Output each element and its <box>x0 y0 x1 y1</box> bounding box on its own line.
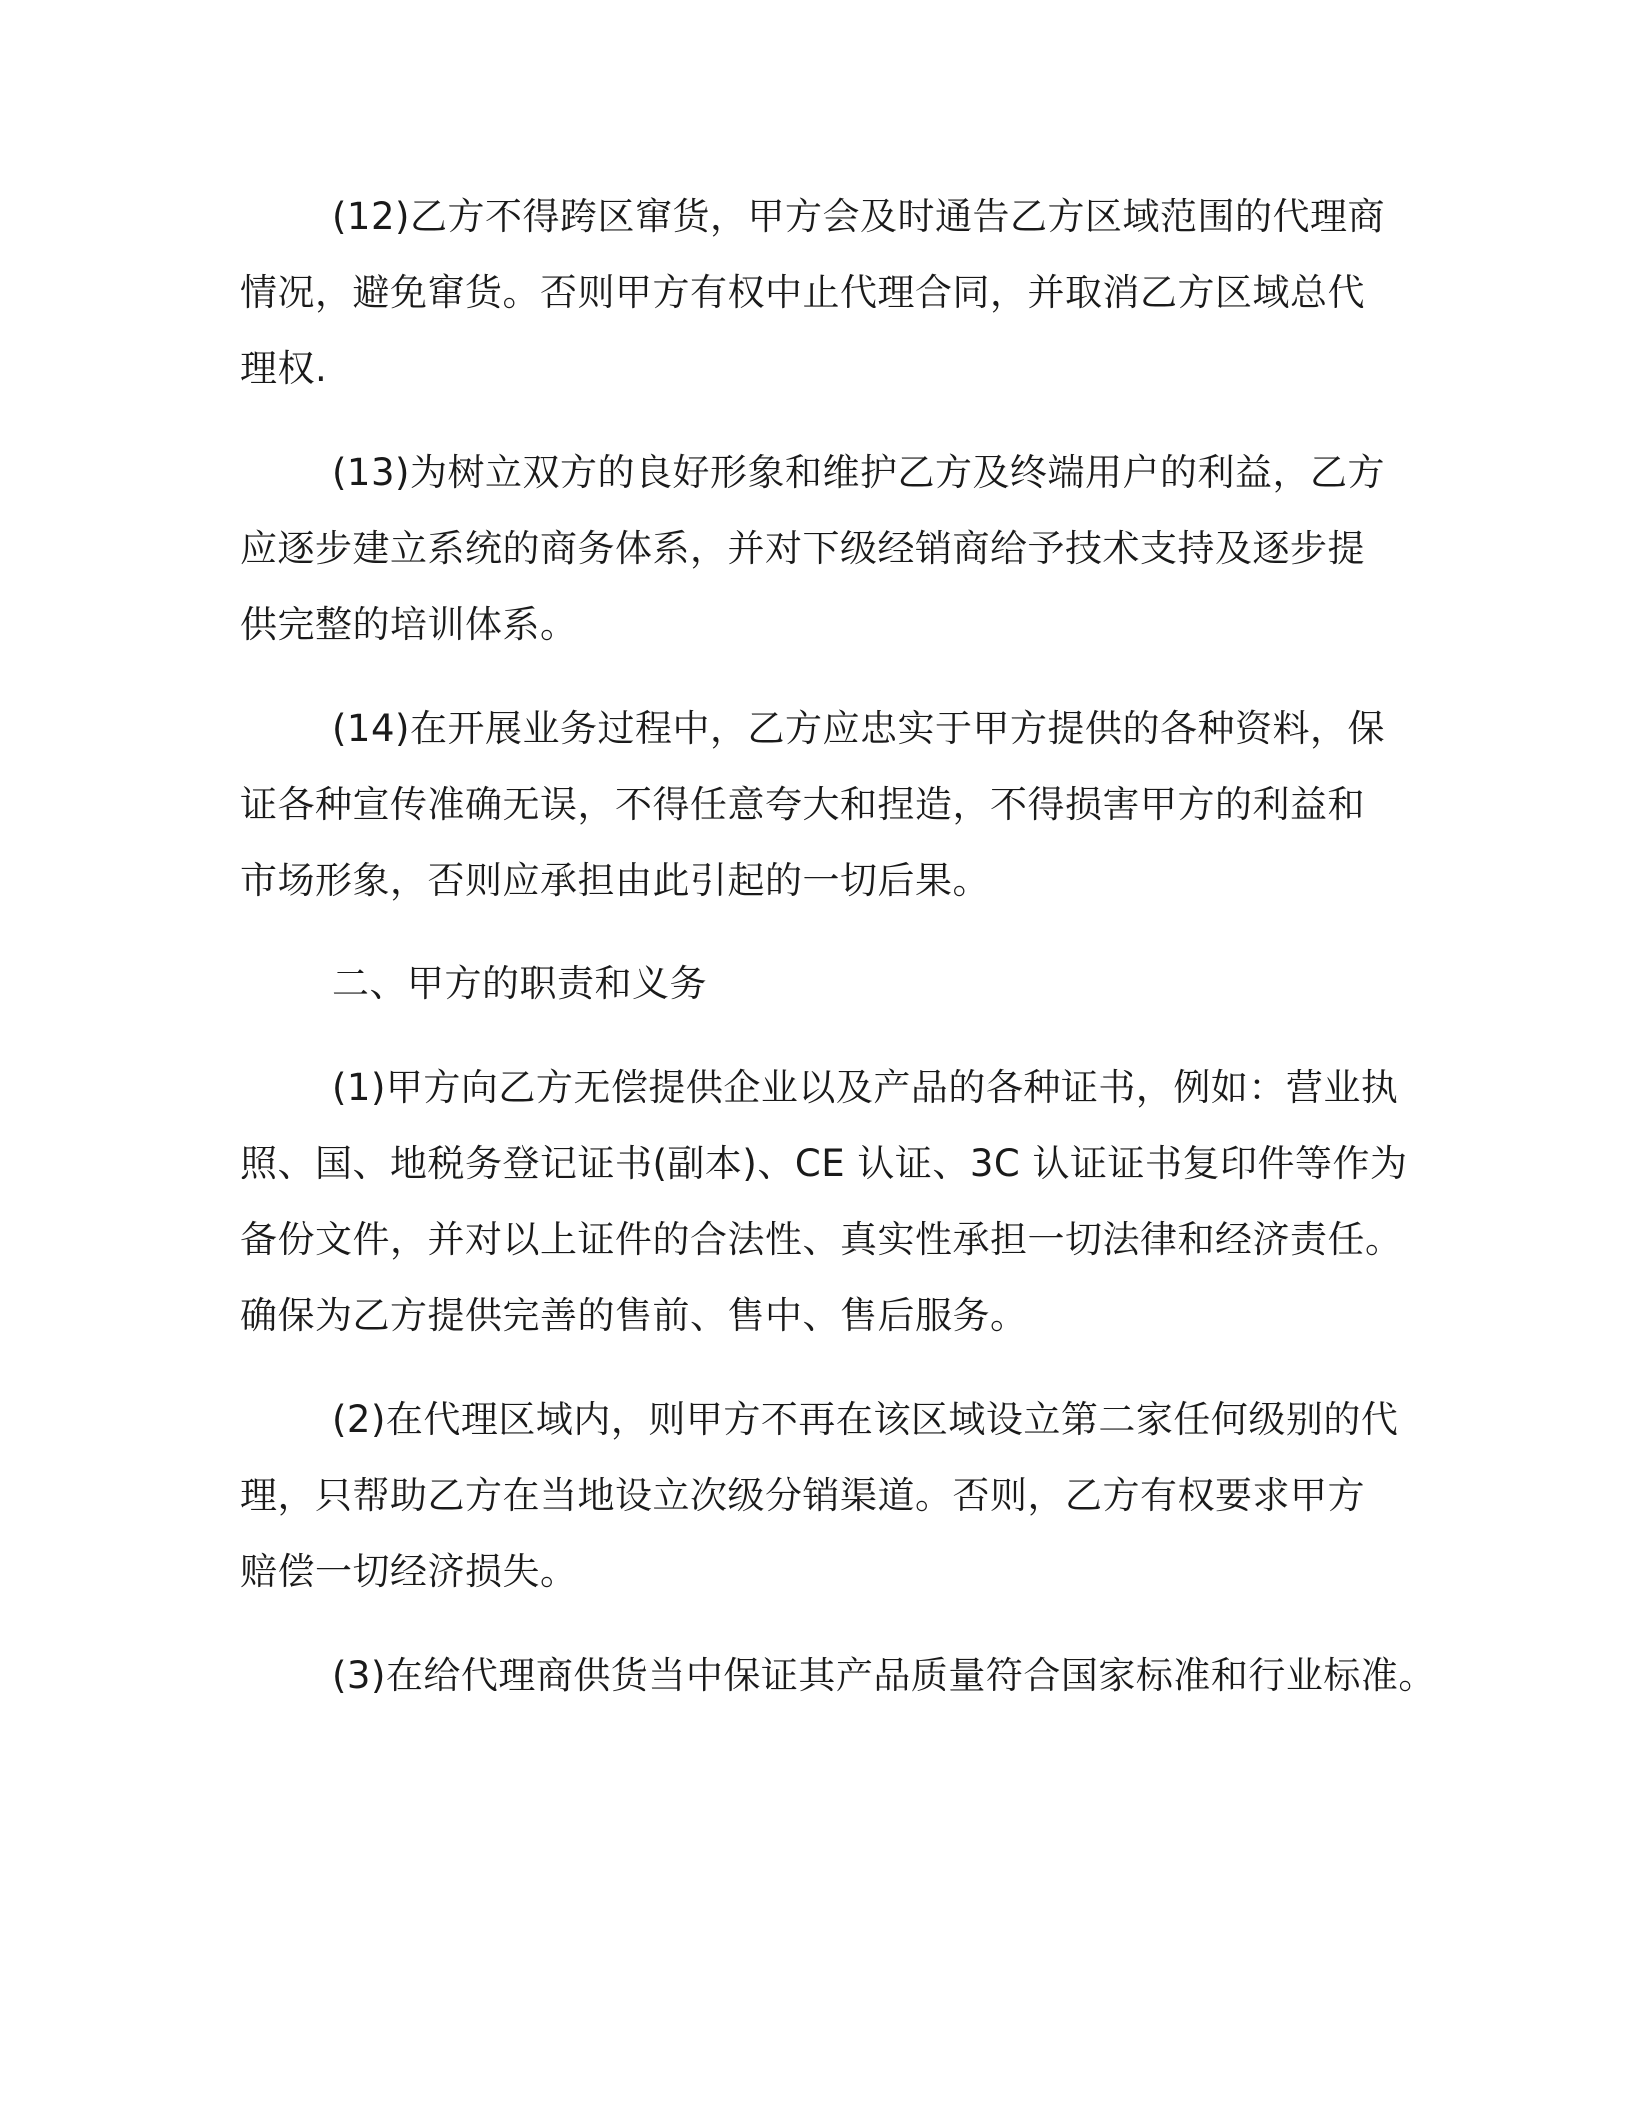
paragraph-line: 市场形象，否则应承担由此引起的一切后果。 <box>240 859 990 902</box>
paragraph-line: 照、国、地税务登记证书(副本)、CE 认证、3C 认证证书复印件等作为 <box>240 1142 1408 1185</box>
paragraph-line: 备份文件，并对以上证件的合法性、真实性承担一切法律和经济责任。 <box>240 1218 1403 1261</box>
paragraph-line: 供完整的培训体系。 <box>240 603 578 646</box>
paragraph-line: 确保为乙方提供完善的售前、售中、售后服务。 <box>240 1294 1028 1337</box>
paragraph-line: (13)为树立双方的良好形象和维护乙方及终端用户的利益，乙方 <box>332 451 1385 494</box>
paragraph-line: (3)在给代理商供货当中保证其产品质量符合国家标准和行业标准。 <box>332 1654 1436 1697</box>
paragraph-line: 理，只帮助乙方在当地设立次级分销渠道。否则，乙方有权要求甲方 <box>240 1474 1365 1517</box>
paragraph-line: 赔偿一切经济损失。 <box>240 1550 578 1593</box>
paragraph-line: (12)乙方不得跨区窜货，甲方会及时通告乙方区域范围的代理商 <box>332 195 1385 238</box>
paragraph-line: 情况，避免窜货。否则甲方有权中止代理合同，并取消乙方区域总代 <box>240 271 1365 314</box>
paragraph-line: 理权. <box>240 347 328 390</box>
paragraph-line: 应逐步建立系统的商务体系，并对下级经销商给予技术支持及逐步提 <box>240 527 1365 570</box>
section-heading-text: 二、甲方的职责和义务 <box>332 962 707 1005</box>
paragraph-line: (1)甲方向乙方无偿提供企业以及产品的各种证书，例如：营业执 <box>332 1066 1399 1109</box>
paragraph-line: 证各种宣传准确无误，不得任意夸大和捏造，不得损害甲方的利益和 <box>240 783 1365 826</box>
paragraph-line: (14)在开展业务过程中，乙方应忠实于甲方提供的各种资料，保 <box>332 707 1385 750</box>
paragraph-line: (2)在代理区域内，则甲方不再在该区域设立第二家任何级别的代 <box>332 1398 1399 1441</box>
